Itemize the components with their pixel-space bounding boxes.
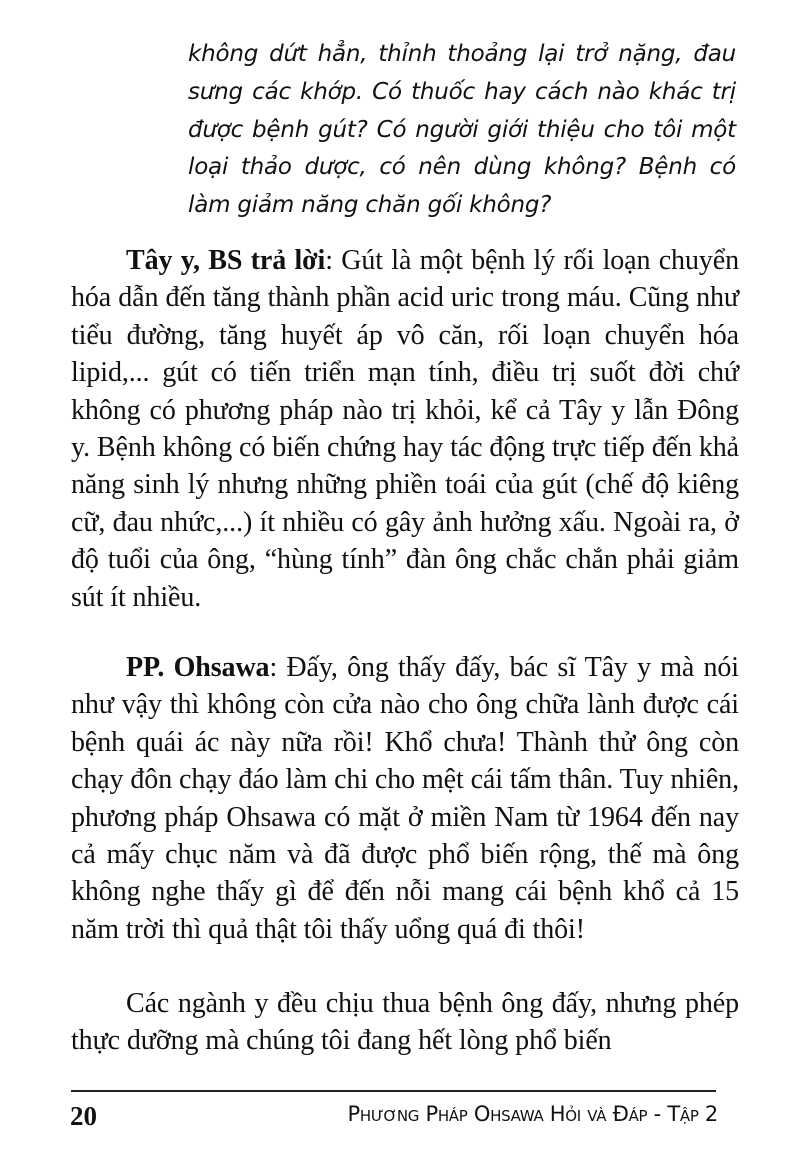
paragraph [71, 242, 739, 616]
speaker-label: Tây y, BS trả lời [126, 245, 326, 276]
speaker-label: PP. Ohsawa [126, 652, 270, 683]
paragraph-text: Các ngành y đều chịu thua bệnh ông đấy, nhưng phép thực dưỡng mà chúng tôi đang hết lòng phổ biến [71, 988, 739, 1057]
running-title: Phương Pháp Ohsawa Hỏi và Đáp - Tập 2 [347, 1102, 718, 1126]
footer-divider [71, 1090, 716, 1092]
paragraph [71, 649, 739, 948]
reader-question: không dứt hẳn, thỉnh thoảng lại trở nặng, đau sưng các khớp. Có thuốc hay cách nào khác trị được bệnh gút? Có người giới thiệu cho tôi một loại thảo dược, có nên dùng không? Bệnh có làm giảm năng chăn gối không? [188, 41, 736, 219]
continuation-paragraph [71, 985, 739, 1060]
paragraph-text: : Đấy, ông thấy đấy, bác sĩ Tây y mà nói như vậy thì không còn cửa nào cho ông chữa lành được cái bệnh quái ác này nữa rồi! Khổ chưa! Thành thử ông còn chạy đôn chạy đáo làm chi cho mệt cái tấm thân. Tuy nhiên, phương pháp Ohsawa có mặt ở miền Nam từ 1964 đến nay cả mấy chục năm và đã được phổ biến rộng, thế mà ông không nghe thấy gì để đến nỗi mang cái bệnh khổ cả 15 năm trời thì quả thật tôi thấy uổng quá đi thôi! [71, 652, 739, 945]
paragraph [71, 985, 739, 1060]
doctor-answer [71, 242, 739, 616]
paragraph-text: : Gút là một bệnh lý rối loạn chuyển hóa dẫn đến tăng thành phần acid uric trong máu. Cũng như tiểu đường, tăng huyết áp vô căn, rối loạn chuyển hóa lipid,... gút có tiến triển mạn tính, điều trị suốt đời chứ không có phương pháp nào trị khỏi, kể cả Tây y lẫn Đông y. Bệnh không có biến chứng hay tác động trực tiếp đến khả năng sinh lý nhưng những phiền toái của gút (chế độ kiêng cữ, đau nhức,...) ít nhiều có gây ảnh hưởng xấu. Ngoài ra, ở độ tuổi của ông, “hùng tính” đàn ông chắc chắn phải giảm sút ít nhiều. [71, 245, 739, 613]
ohsawa-answer [71, 649, 739, 948]
page-number: 20 [70, 1101, 97, 1131]
